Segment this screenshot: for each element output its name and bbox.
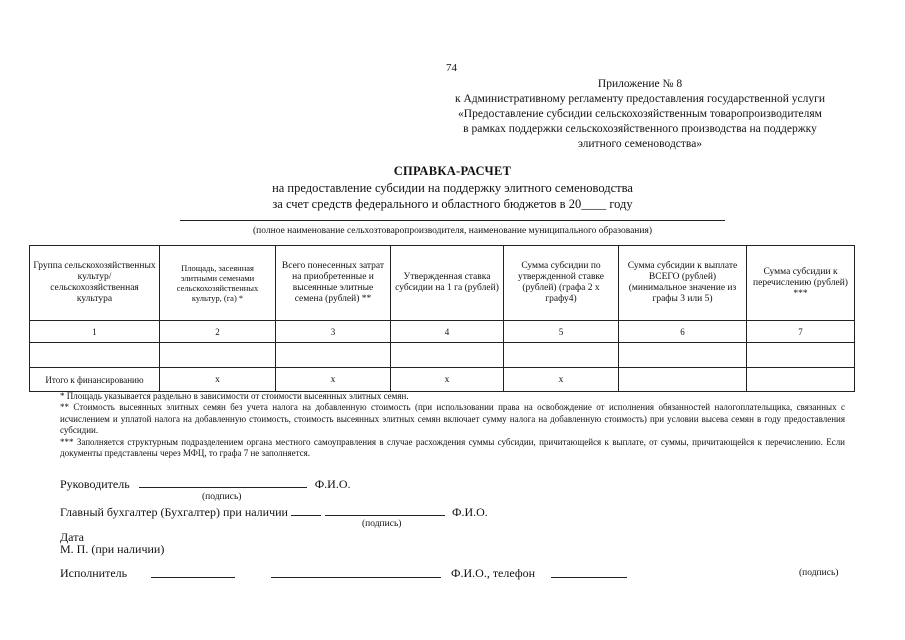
executor-label: Исполнитель — [60, 566, 128, 580]
date-label: Дата — [60, 530, 84, 544]
footnote: * Площадь указывается раздельно в зависимости от стоимости высеянных элитных семян. — [60, 391, 409, 401]
document-subtitle: на предоставление субсидии на поддержку элитного семеноводства — [272, 181, 633, 195]
total-cell: х — [504, 368, 619, 392]
head-label: Руководитель — [60, 477, 130, 491]
column-header: Группа сельскохозяйственных культур/ сельскохозяйственная культура — [30, 246, 160, 321]
footnote: ** Стоимость высеянных элитных семян без учета налога на добавленную стоимость (при использовании права на освобождение от исполнения обязанностей налогоплательщика, связанных с исчислением и уплатой налога на добавленную стоимость, стоимость высеянных элитных семян включает сумму налога на добавленную стоимость) при условии высева семян в году предоставления субсидии. — [60, 402, 845, 436]
accountant-fio-label: Ф.И.О. — [451, 505, 488, 519]
footnotes — [60, 391, 845, 459]
head-fio-label: Ф.И.О. — [314, 477, 351, 491]
executor-name-line[interactable] — [271, 566, 441, 578]
footnote: *** Заполняется структурным подразделением органа местного самоуправления в случае расхождения суммы субсидии, причитающейся к выплате, от суммы, причитающейся к перечислению. Если документы представлены через МФЦ, то графа 7 не заполняется. — [60, 436, 845, 459]
table-cell[interactable] — [391, 343, 504, 368]
column-header: Всего понесенных затрат на приобретенные и высеянные элитные семена (рублей) ** — [276, 246, 391, 321]
column-number-row — [30, 321, 855, 343]
total-cell: х — [276, 368, 391, 392]
table-cell[interactable] — [276, 343, 391, 368]
table-cell[interactable] — [30, 343, 160, 368]
executor-fio-label: Ф.И.О., телефон — [451, 566, 536, 580]
accountant-line-short[interactable] — [291, 504, 321, 516]
column-header: Сумма субсидии по утвержденной ставке (рублей) (графа 2 х графу4) — [504, 246, 619, 321]
column-number: 5 — [504, 321, 619, 343]
column-number: 1 — [30, 321, 160, 343]
head-sign-caption: (подпись) — [202, 492, 242, 502]
table-header-row — [30, 246, 855, 321]
table-cell[interactable] — [619, 343, 747, 368]
total-cell[interactable] — [619, 368, 747, 392]
appendix-line: к Административному регламенту предоставления государственной услуги — [454, 93, 825, 105]
executor-phone-line[interactable] — [551, 566, 627, 578]
executor-signature-line[interactable] — [151, 566, 235, 578]
accountant-signature-line[interactable] — [325, 504, 445, 516]
column-number: 3 — [276, 321, 391, 343]
producer-name-caption: (полное наименование сельхозтоваропроизводителя, наименование муниципального образования) — [253, 226, 652, 236]
document-title: СПРАВКА-РАСЧЕТ — [393, 164, 512, 178]
appendix-line: элитного семеноводства» — [577, 138, 703, 150]
accountant-sign-caption: (подпись) — [362, 519, 402, 529]
head-signature-row — [60, 476, 351, 492]
page-number: 74 — [446, 62, 457, 74]
table-cell[interactable] — [747, 343, 855, 368]
table-cell[interactable] — [504, 343, 619, 368]
document-subtitle-year: за счет средств федерального и областного бюджетов в 20____ году — [272, 197, 633, 211]
head-signature-line[interactable] — [139, 476, 307, 488]
total-cell: х — [391, 368, 504, 392]
total-row — [30, 368, 855, 392]
total-cell[interactable] — [747, 368, 855, 392]
column-number: 2 — [160, 321, 276, 343]
appendix-line: Приложение № 8 — [597, 78, 683, 90]
table-cell[interactable] — [160, 343, 276, 368]
column-header: Сумма субсидии к выплате ВСЕГО (рублей) (минимальное значение из графы 3 или 5) — [619, 246, 747, 321]
column-number: 4 — [391, 321, 504, 343]
appendix-header — [390, 77, 890, 152]
executor-sign-caption: (подпись) — [799, 568, 839, 578]
accountant-signature-row — [60, 504, 488, 520]
total-label: Итого к финансированию — [30, 368, 160, 392]
column-number: 6 — [619, 321, 747, 343]
stamp-label: М. П. (при наличии) — [60, 542, 165, 556]
total-cell: х — [160, 368, 276, 392]
column-header: Утвержденная ставка субсидии на 1 га (рублей) — [391, 246, 504, 321]
column-number: 7 — [747, 321, 855, 343]
appendix-line: в рамках поддержки сельскохозяйственного производства на поддержку — [463, 123, 817, 135]
producer-name-line[interactable] — [180, 220, 725, 221]
column-header: Площадь, засеянная элитными семенами сельскохозяйственных культур, (га) * — [160, 246, 276, 321]
calculation-table — [29, 245, 855, 392]
accountant-label: Главный бухгалтер (Бухгалтер) при наличии — [60, 505, 288, 519]
column-header: Сумма субсидии к перечислению (рублей) *** — [747, 246, 855, 321]
table-row — [30, 343, 855, 368]
appendix-line: «Предоставление субсидии сельскохозяйственным товаропроизводителям — [458, 108, 822, 120]
